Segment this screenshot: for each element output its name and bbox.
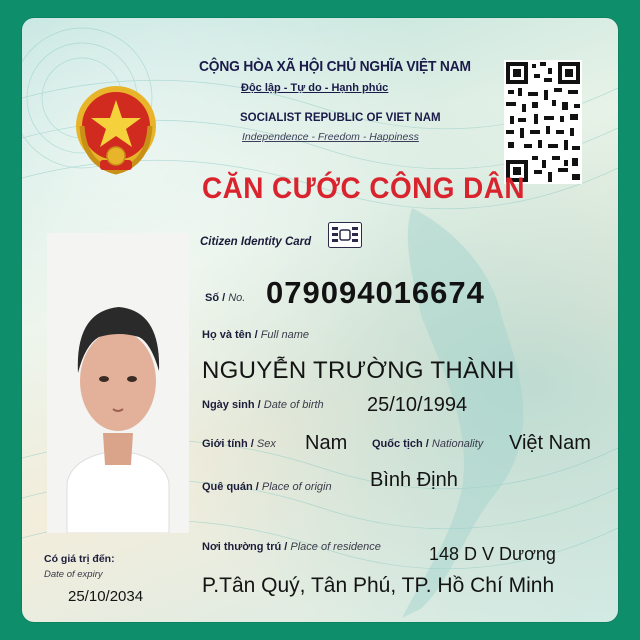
sex-label-vi: Giới tính / [202, 438, 257, 450]
country-name-vi: CỘNG HÒA XÃ HỘI CHỦ NGHĨA VIỆT NAM [199, 58, 471, 75]
nationality-label [372, 438, 483, 450]
full-name: NGUYỄN TRƯỜNG THÀNH [202, 357, 515, 384]
name-label [202, 329, 309, 341]
place-of-origin: Bình Định [370, 469, 458, 491]
country-name-en: SOCIALIST REPUBLIC OF VIET NAM [240, 112, 441, 124]
name-label-vi: Họ và tên / [202, 329, 261, 341]
qr-code-icon [504, 60, 582, 184]
national-emblem-icon [74, 56, 158, 216]
dob-label-en: Date of birth [263, 399, 324, 411]
expiry-label-vi: Có giá trị đến: [44, 553, 115, 565]
nationality-value: Việt Nam [509, 432, 591, 454]
sex-label-en: Sex [256, 438, 276, 450]
number-label-vi: Số / [205, 292, 229, 304]
card-title: CĂN CƯỚC CÔNG DÂN [202, 172, 526, 205]
chip-icon [328, 222, 362, 248]
number-label [205, 292, 245, 304]
origin-label [202, 481, 332, 493]
dob-label [202, 399, 324, 411]
number-label-en: No. [228, 292, 246, 304]
residence-line-1: 148 D V Dương [429, 544, 556, 564]
expiry-date: 25/10/2034 [68, 588, 144, 605]
id-number: 079094016674 [266, 275, 485, 310]
expiry-label-en: Date of expiry [44, 569, 103, 580]
name-label-en: Full name [260, 329, 309, 341]
motto-en: Independence - Freedom - Happiness [242, 131, 419, 143]
nationality-label-vi: Quốc tịch / [372, 438, 432, 450]
residence-line-2: P.Tân Quý, Tân Phú, TP. Hồ Chí Minh [202, 574, 555, 597]
nationality-label-en: Nationality [431, 438, 484, 450]
residence-label [202, 541, 381, 553]
origin-label-en: Place of origin [261, 481, 332, 493]
portrait-image [47, 233, 189, 533]
dob-label-vi: Ngày sinh / [202, 399, 264, 411]
card-title-en: Citizen Identity Card [200, 236, 312, 248]
date-of-birth: 25/10/1994 [367, 394, 468, 416]
sex-label [202, 438, 276, 450]
origin-label-vi: Quê quán / [202, 481, 262, 493]
sex-value: Nam [305, 432, 348, 454]
motto-vi: Độc lập - Tự do - Hạnh phúc [241, 82, 389, 94]
portrait-photo [47, 233, 189, 533]
id-card [22, 18, 618, 622]
residence-label-vi: Nơi thường trú / [202, 541, 291, 553]
residence-label-en: Place of residence [290, 541, 381, 553]
